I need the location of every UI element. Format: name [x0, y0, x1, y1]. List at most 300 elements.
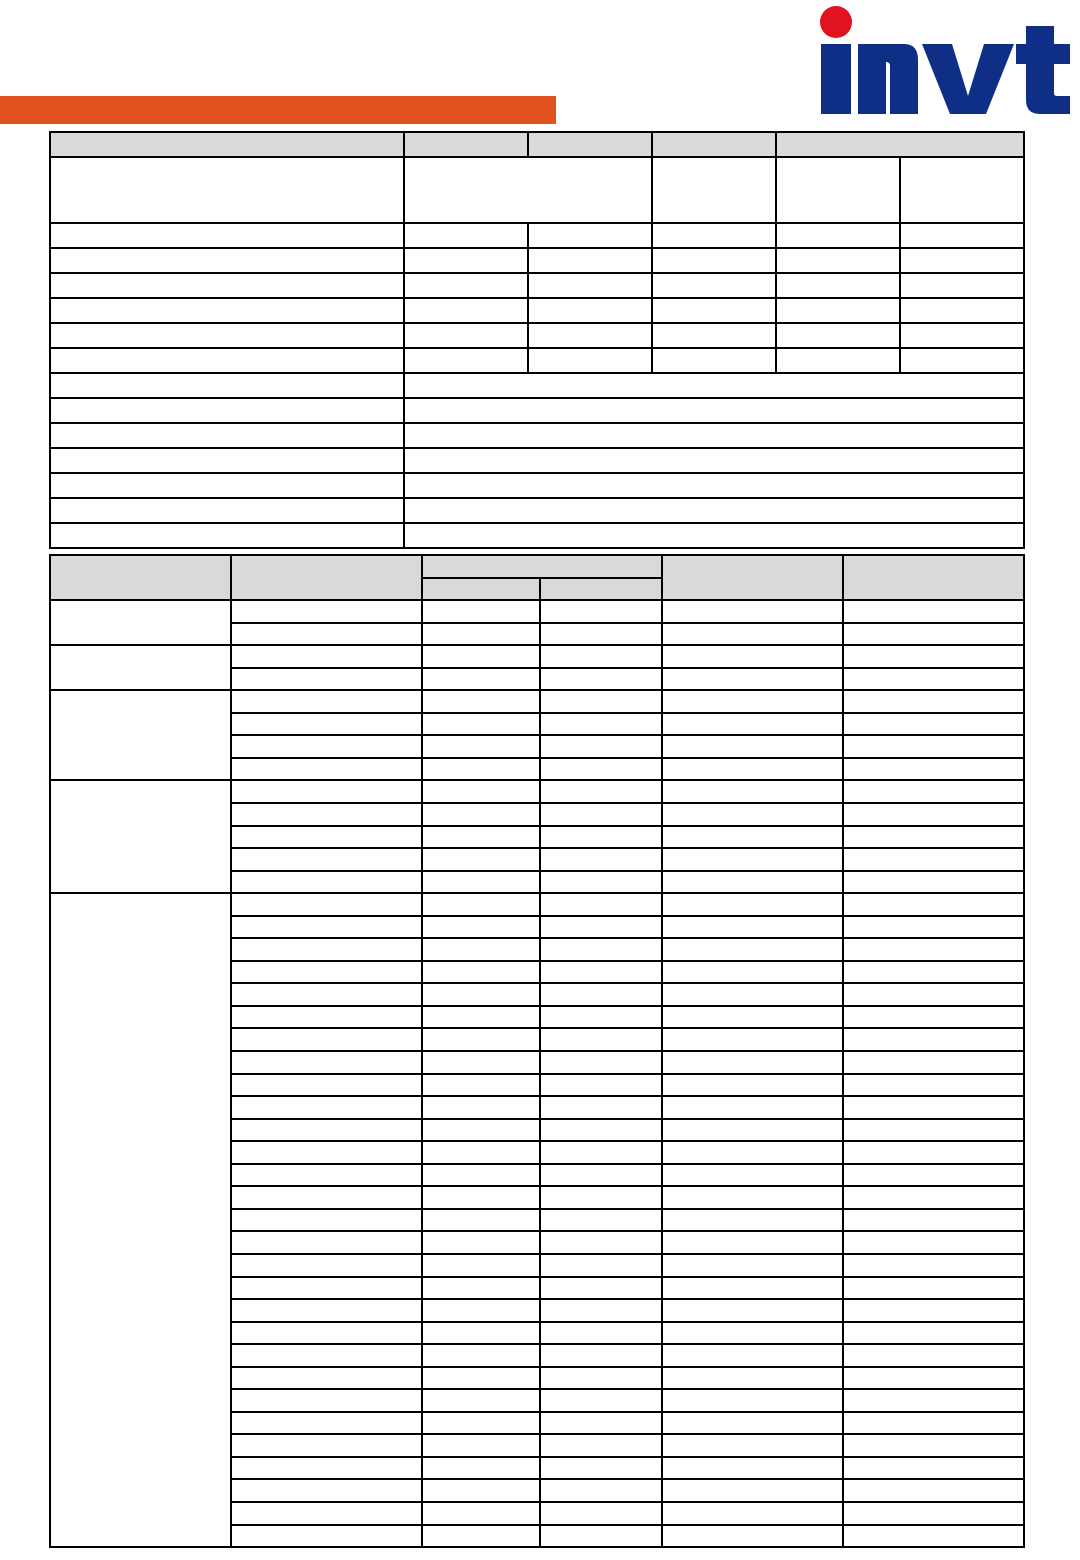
detail-cell [843, 1186, 1024, 1209]
detail-cell [231, 1367, 422, 1390]
detail-cell [422, 826, 540, 849]
detail-cell [540, 668, 662, 691]
spec-row [50, 498, 1024, 523]
detail-cell [422, 1028, 540, 1051]
detail-cell [231, 1277, 422, 1300]
spec-cell [776, 323, 900, 348]
spec-cell [776, 132, 1024, 157]
detail-cell [662, 1412, 843, 1435]
detail-header-cell [540, 578, 662, 601]
detail-cell [843, 1096, 1024, 1119]
spec-cell [528, 248, 652, 273]
detail-header-cell [422, 578, 540, 601]
detail-cell [843, 938, 1024, 961]
detail-cell [231, 713, 422, 736]
spec-cell [50, 348, 404, 373]
spec-row [50, 448, 1024, 473]
spec-cell [50, 223, 404, 248]
detail-cell [540, 645, 662, 668]
header-accent-bar [0, 96, 556, 124]
detail-cell [843, 983, 1024, 1006]
spec-cell [528, 132, 652, 157]
spec-cell [776, 273, 900, 298]
detail-cell [540, 1141, 662, 1164]
detail-cell [540, 758, 662, 781]
detail-cell [662, 1141, 843, 1164]
detail-cell [662, 1028, 843, 1051]
detail-cell [662, 938, 843, 961]
detail-table [49, 554, 1025, 1548]
detail-cell [662, 1434, 843, 1457]
spec-cell [652, 348, 776, 373]
detail-cell [231, 848, 422, 871]
detail-cell [662, 1074, 843, 1097]
detail-cell [843, 1254, 1024, 1277]
spec-cell [528, 298, 652, 323]
detail-cell [662, 1006, 843, 1029]
detail-cell [843, 1457, 1024, 1480]
detail-cell [540, 1119, 662, 1142]
detail-row [50, 780, 1024, 803]
detail-cell [662, 1502, 843, 1525]
spec-cell [404, 248, 528, 273]
detail-cell [843, 1028, 1024, 1051]
detail-cell [540, 826, 662, 849]
spec-cell [528, 223, 652, 248]
spec-cell [404, 348, 528, 373]
detail-row [50, 690, 1024, 713]
detail-row [50, 893, 1024, 916]
spec-row [50, 373, 1024, 398]
detail-cell [231, 1502, 422, 1525]
detail-cell [540, 1389, 662, 1412]
detail-cell [662, 713, 843, 736]
detail-group-cell [50, 690, 231, 780]
spec-cell [776, 157, 900, 223]
spec-cell [652, 273, 776, 298]
detail-cell [422, 1254, 540, 1277]
spec-cell [652, 248, 776, 273]
detail-cell [422, 1344, 540, 1367]
spec-row [50, 423, 1024, 448]
detail-cell [662, 623, 843, 646]
spec-cell [50, 298, 404, 323]
detail-cell [422, 1119, 540, 1142]
detail-cell [540, 1231, 662, 1254]
spec-row [50, 248, 1024, 273]
detail-cell [843, 1389, 1024, 1412]
detail-header-cell [50, 555, 231, 600]
detail-cell [540, 1006, 662, 1029]
detail-cell [662, 1322, 843, 1345]
detail-cell [540, 1209, 662, 1232]
detail-cell [422, 1479, 540, 1502]
detail-cell [231, 690, 422, 713]
spec-cell [50, 248, 404, 273]
detail-cell [231, 1344, 422, 1367]
detail-cell [231, 1209, 422, 1232]
spec-cell [50, 132, 404, 157]
spec-row [50, 157, 1024, 223]
detail-cell [662, 1479, 843, 1502]
detail-cell [662, 871, 843, 894]
detail-cell [843, 713, 1024, 736]
detail-cell [422, 1434, 540, 1457]
detail-cell [540, 600, 662, 623]
spec-cell [652, 157, 776, 223]
detail-cell [540, 871, 662, 894]
detail-cell [843, 758, 1024, 781]
spec-cell [652, 298, 776, 323]
detail-cell [231, 1074, 422, 1097]
detail-cell [231, 1434, 422, 1457]
detail-cell [540, 1502, 662, 1525]
detail-cell [843, 1231, 1024, 1254]
detail-cell [540, 916, 662, 939]
detail-cell [662, 735, 843, 758]
detail-cell [843, 1434, 1024, 1457]
invt-logo [818, 4, 1074, 116]
detail-header-row [50, 555, 1024, 578]
spec-cell [404, 373, 1024, 398]
detail-cell [540, 623, 662, 646]
spec-cell [528, 348, 652, 373]
spec-header-row [50, 132, 1024, 157]
spec-cell [652, 132, 776, 157]
detail-cell [540, 735, 662, 758]
detail-cell [662, 600, 843, 623]
detail-cell [843, 916, 1024, 939]
detail-cell [231, 1119, 422, 1142]
detail-cell [231, 1028, 422, 1051]
spec-cell [900, 157, 1024, 223]
detail-cell [540, 1412, 662, 1435]
detail-cell [843, 1479, 1024, 1502]
detail-cell [843, 600, 1024, 623]
detail-cell [843, 1344, 1024, 1367]
detail-cell [662, 1344, 843, 1367]
spec-row [50, 398, 1024, 423]
detail-cell [231, 1096, 422, 1119]
detail-cell [540, 1434, 662, 1457]
detail-cell [843, 871, 1024, 894]
detail-cell [422, 1412, 540, 1435]
detail-cell [843, 623, 1024, 646]
detail-cell [422, 645, 540, 668]
detail-cell [540, 1186, 662, 1209]
spec-cell [900, 348, 1024, 373]
detail-cell [231, 623, 422, 646]
detail-cell [231, 938, 422, 961]
detail-cell [540, 938, 662, 961]
detail-cell [422, 735, 540, 758]
detail-header-cell [422, 555, 662, 578]
detail-cell [231, 826, 422, 849]
spec-cell [50, 498, 404, 523]
detail-row [50, 600, 1024, 623]
detail-cell [662, 1367, 843, 1390]
detail-cell [422, 893, 540, 916]
detail-cell [540, 961, 662, 984]
detail-cell [231, 1051, 422, 1074]
detail-cell [422, 1525, 540, 1548]
spec-cell [50, 273, 404, 298]
spec-row [50, 473, 1024, 498]
detail-cell [843, 1006, 1024, 1029]
detail-cell [662, 1096, 843, 1119]
detail-cell [231, 803, 422, 826]
detail-group-cell [50, 645, 231, 690]
detail-cell [540, 848, 662, 871]
detail-cell [843, 690, 1024, 713]
spec-row [50, 298, 1024, 323]
detail-cell [540, 713, 662, 736]
detail-cell [540, 803, 662, 826]
detail-cell [843, 735, 1024, 758]
detail-cell [662, 803, 843, 826]
detail-cell [540, 1028, 662, 1051]
spec-cell [900, 223, 1024, 248]
spec-cell [404, 498, 1024, 523]
spec-cell [776, 248, 900, 273]
detail-header-cell [231, 555, 422, 600]
detail-cell [422, 1367, 540, 1390]
detail-cell [422, 961, 540, 984]
detail-cell [662, 1186, 843, 1209]
spec-cell [900, 273, 1024, 298]
spec-cell [776, 348, 900, 373]
detail-cell [231, 1006, 422, 1029]
detail-cell [422, 1231, 540, 1254]
detail-cell [422, 623, 540, 646]
detail-cell [422, 690, 540, 713]
spec-cell [900, 248, 1024, 273]
detail-cell [422, 938, 540, 961]
detail-cell [843, 1412, 1024, 1435]
detail-cell [231, 961, 422, 984]
spec-cell [50, 523, 404, 548]
detail-cell [422, 1209, 540, 1232]
spec-cell [404, 223, 528, 248]
detail-cell [422, 1389, 540, 1412]
detail-cell [422, 1096, 540, 1119]
detail-cell [662, 893, 843, 916]
detail-cell [231, 893, 422, 916]
detail-cell [231, 1141, 422, 1164]
detail-cell [540, 1051, 662, 1074]
detail-cell [843, 848, 1024, 871]
detail-cell [231, 1254, 422, 1277]
spec-cell [404, 298, 528, 323]
detail-cell [540, 983, 662, 1006]
spec-cell [404, 448, 1024, 473]
detail-cell [231, 1164, 422, 1187]
detail-cell [843, 1119, 1024, 1142]
spec-cell [404, 132, 528, 157]
detail-cell [662, 1231, 843, 1254]
spec-cell [404, 323, 528, 348]
spec-table [49, 131, 1025, 549]
spec-cell [404, 523, 1024, 548]
spec-row [50, 348, 1024, 373]
detail-cell [422, 1186, 540, 1209]
spec-row [50, 323, 1024, 348]
detail-cell [422, 803, 540, 826]
detail-cell [662, 780, 843, 803]
detail-cell [422, 1006, 540, 1029]
detail-cell [422, 713, 540, 736]
spec-cell [50, 398, 404, 423]
spec-cell [900, 298, 1024, 323]
detail-cell [231, 668, 422, 691]
spec-row [50, 273, 1024, 298]
spec-cell [50, 473, 404, 498]
detail-cell [843, 1502, 1024, 1525]
spec-cell [900, 323, 1024, 348]
spec-cell [50, 448, 404, 473]
spec-cell [776, 298, 900, 323]
detail-cell [231, 983, 422, 1006]
detail-cell [422, 1141, 540, 1164]
detail-cell [540, 1322, 662, 1345]
detail-cell [422, 983, 540, 1006]
detail-cell [422, 1502, 540, 1525]
detail-cell [540, 893, 662, 916]
spec-row [50, 223, 1024, 248]
spec-cell [404, 273, 528, 298]
detail-cell [662, 1457, 843, 1480]
spec-row [50, 523, 1024, 548]
detail-cell [662, 1164, 843, 1187]
detail-cell [231, 1457, 422, 1480]
detail-cell [540, 1096, 662, 1119]
detail-cell [662, 1119, 843, 1142]
detail-cell [540, 690, 662, 713]
detail-cell [843, 1322, 1024, 1345]
detail-cell [843, 1051, 1024, 1074]
detail-cell [662, 690, 843, 713]
detail-cell [662, 916, 843, 939]
detail-cell [422, 758, 540, 781]
spec-cell [404, 423, 1024, 448]
spec-cell [50, 373, 404, 398]
detail-cell [422, 871, 540, 894]
spec-cell [652, 223, 776, 248]
spec-cell [528, 273, 652, 298]
detail-header-cell [662, 555, 843, 600]
detail-cell [231, 1231, 422, 1254]
spec-cell [50, 323, 404, 348]
detail-cell [231, 735, 422, 758]
detail-cell [422, 1074, 540, 1097]
detail-cell [231, 1412, 422, 1435]
spec-cell [404, 473, 1024, 498]
detail-cell [231, 871, 422, 894]
detail-cell [843, 893, 1024, 916]
detail-cell [231, 1299, 422, 1322]
detail-cell [662, 1277, 843, 1300]
detail-cell [231, 758, 422, 781]
detail-cell [662, 1209, 843, 1232]
detail-cell [662, 1299, 843, 1322]
detail-group-cell [50, 600, 231, 645]
detail-cell [540, 1164, 662, 1187]
detail-cell [231, 600, 422, 623]
detail-cell [540, 780, 662, 803]
spec-cell [652, 323, 776, 348]
detail-cell [422, 780, 540, 803]
detail-cell [540, 1457, 662, 1480]
detail-cell [662, 1525, 843, 1548]
detail-cell [662, 1051, 843, 1074]
detail-group-cell [50, 780, 231, 893]
detail-cell [422, 668, 540, 691]
detail-cell [540, 1479, 662, 1502]
detail-cell [843, 803, 1024, 826]
detail-cell [540, 1367, 662, 1390]
detail-cell [231, 780, 422, 803]
detail-cell [231, 1479, 422, 1502]
detail-cell [662, 983, 843, 1006]
detail-cell [422, 600, 540, 623]
detail-header-cell [843, 555, 1024, 600]
detail-cell [843, 1277, 1024, 1300]
detail-cell [662, 848, 843, 871]
detail-cell [662, 1254, 843, 1277]
detail-cell [540, 1299, 662, 1322]
detail-cell [662, 826, 843, 849]
detail-row [50, 645, 1024, 668]
detail-cell [843, 645, 1024, 668]
spec-cell [404, 157, 652, 223]
detail-cell [843, 1525, 1024, 1548]
detail-cell [231, 1186, 422, 1209]
detail-cell [422, 1051, 540, 1074]
detail-cell [422, 916, 540, 939]
detail-cell [422, 1299, 540, 1322]
detail-cell [843, 826, 1024, 849]
spec-cell [50, 157, 404, 223]
spec-cell [404, 398, 1024, 423]
detail-cell [843, 1141, 1024, 1164]
detail-cell [662, 668, 843, 691]
detail-cell [662, 758, 843, 781]
detail-cell [422, 1164, 540, 1187]
detail-cell [540, 1254, 662, 1277]
detail-cell [662, 645, 843, 668]
detail-cell [231, 645, 422, 668]
spec-cell [776, 223, 900, 248]
detail-cell [231, 1525, 422, 1548]
detail-cell [843, 1164, 1024, 1187]
detail-cell [662, 1389, 843, 1412]
detail-cell [231, 916, 422, 939]
detail-cell [422, 1322, 540, 1345]
detail-cell [843, 1299, 1024, 1322]
detail-cell [843, 1209, 1024, 1232]
detail-group-cell [50, 893, 231, 1547]
detail-cell [422, 1277, 540, 1300]
detail-cell [231, 1322, 422, 1345]
detail-cell [843, 780, 1024, 803]
spec-cell [528, 323, 652, 348]
detail-cell [231, 1389, 422, 1412]
detail-cell [843, 961, 1024, 984]
detail-cell [662, 961, 843, 984]
detail-cell [540, 1277, 662, 1300]
detail-cell [540, 1344, 662, 1367]
detail-cell [422, 1457, 540, 1480]
